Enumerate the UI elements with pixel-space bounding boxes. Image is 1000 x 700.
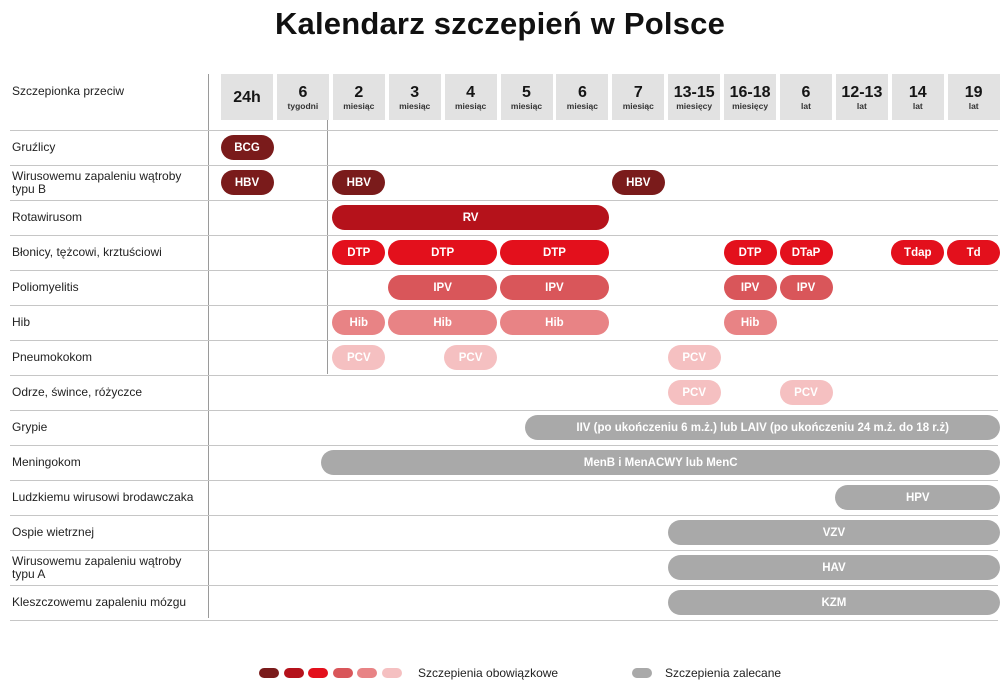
vaccine-pill: HBV xyxy=(612,170,665,195)
age-value: 6 xyxy=(577,83,587,101)
vaccine-pill: DTP xyxy=(500,240,609,265)
vaccine-pill: VZV xyxy=(668,520,1000,545)
age-value: 14 xyxy=(908,83,927,101)
vaccine-disease-name: Odrze, śwince, różyczce xyxy=(12,385,143,399)
age-column-header xyxy=(556,74,608,120)
age-column-header xyxy=(501,74,553,120)
vaccine-pill: IPV xyxy=(780,275,833,300)
legend-mandatory-swatch xyxy=(333,668,353,678)
vaccine-pill: Tdap xyxy=(891,240,944,265)
age-unit: miesięcy xyxy=(676,100,713,111)
row-label xyxy=(12,340,204,375)
age-column-header xyxy=(389,74,441,120)
legend-mandatory-swatch xyxy=(357,668,377,678)
vaccine-disease-name: Poliomyelitis xyxy=(12,280,79,294)
row-label xyxy=(12,130,204,165)
age-value: 5 xyxy=(522,83,531,101)
legend-recommended-swatch xyxy=(632,668,652,678)
age-unit: miesiąc xyxy=(343,100,375,111)
vaccine-pill: DTaP xyxy=(780,240,833,265)
vaccine-column-header: Szczepionka przeciw xyxy=(12,84,125,98)
vaccine-pill: Td xyxy=(947,240,1000,265)
age-value: 2 xyxy=(354,83,364,101)
vaccine-pill: IPV xyxy=(500,275,609,300)
vaccine-pill: HBV xyxy=(332,170,385,195)
age-unit: miesiąc xyxy=(510,100,543,111)
vaccine-pill: DTP xyxy=(388,240,497,265)
legend-recommended-label: Szczepienia zalecane xyxy=(665,666,782,680)
row-divider xyxy=(10,620,998,621)
row-label xyxy=(12,550,204,585)
vaccine-disease-name: Pneumokokom xyxy=(12,350,93,364)
age-value: 7 xyxy=(633,83,643,101)
vaccine-pill: IPV xyxy=(724,275,777,300)
age-column-header xyxy=(836,74,888,120)
age-unit: lat xyxy=(856,100,867,111)
label-column-divider xyxy=(208,74,209,618)
age-value: 3 xyxy=(410,83,420,101)
age-value: 12-13 xyxy=(841,83,883,101)
vaccine-pill: HBV xyxy=(221,170,274,195)
row-label xyxy=(12,165,204,200)
age-column-header xyxy=(445,74,497,120)
vaccine-pill: PCV xyxy=(444,345,497,370)
age-column-header xyxy=(333,74,385,120)
vaccine-pill: Hib xyxy=(500,310,609,335)
age-column-header xyxy=(612,74,664,120)
vaccine-disease-name: Gruźlicy xyxy=(12,140,56,154)
vaccine-pill: IIV (po ukończeniu 6 m.ż.) lub LAIV (po ukończeniu 24 m.ż. do 18 r.ż) xyxy=(525,415,1000,440)
age-column-header xyxy=(724,74,776,120)
row-label xyxy=(12,235,204,270)
page-title: Kalendarz szczepień w Polsce xyxy=(274,6,726,41)
legend-mandatory-swatch xyxy=(284,668,304,678)
row-label xyxy=(12,410,204,445)
age-value: 13-15 xyxy=(673,83,715,101)
vaccine-disease-name: Meningokom xyxy=(12,455,81,469)
age-value: 4 xyxy=(466,83,476,101)
legend-mandatory-swatch xyxy=(308,668,328,678)
age-unit: tygodni xyxy=(287,100,319,111)
vaccine-pill: IPV xyxy=(388,275,497,300)
age-column-header xyxy=(892,74,944,120)
age-unit: lat xyxy=(968,100,979,111)
age-unit: miesiąc xyxy=(566,100,598,111)
legend-mandatory-label: Szczepienia obowiązkowe xyxy=(418,666,559,680)
vaccine-disease-name: Błonicy, tężcowi, krztuściowi xyxy=(12,245,162,259)
age-value: 16-18 xyxy=(729,83,771,101)
six-weeks-divider xyxy=(327,120,328,374)
vaccine-disease-name: Hib xyxy=(12,315,31,329)
age-value: 6 xyxy=(298,83,308,101)
row-label xyxy=(12,305,204,340)
vaccine-disease-name: Ludzkiemu wirusowi brodawczaka xyxy=(12,490,194,504)
vaccine-pill: HAV xyxy=(668,555,1000,580)
age-column-header xyxy=(277,74,329,120)
vaccine-pill: DTP xyxy=(724,240,777,265)
legend-mandatory-swatch xyxy=(259,668,279,678)
age-column-header xyxy=(780,74,832,120)
row-label xyxy=(12,270,204,305)
age-value: 24h xyxy=(233,88,261,106)
row-label xyxy=(12,585,204,620)
row-label xyxy=(12,375,204,410)
vaccine-disease-name: Ospie wietrznej xyxy=(12,525,95,539)
vaccine-disease-name: Grypie xyxy=(12,420,48,434)
row-label xyxy=(12,480,204,515)
vaccine-pill: DTP xyxy=(332,240,385,265)
vaccine-pill: BCG xyxy=(221,135,274,160)
vaccine-disease-name: Kleszczowemu zapaleniu mózgu xyxy=(12,595,187,609)
age-unit: miesiąc xyxy=(399,100,431,111)
vaccine-pill: Hib xyxy=(332,310,385,335)
vaccine-disease-name: Wirusowemu zapaleniu wątroby typu B xyxy=(12,168,182,196)
vaccine-pill: PCV xyxy=(668,345,721,370)
age-column-header xyxy=(221,74,273,120)
legend-mandatory-swatch xyxy=(382,668,402,678)
age-value: 19 xyxy=(964,83,983,101)
vaccine-disease-name: Wirusowemu zapaleniu wątroby typu A xyxy=(12,553,182,581)
age-unit: miesiąc xyxy=(622,100,654,111)
age-column-header xyxy=(948,74,1000,120)
row-label xyxy=(12,445,204,480)
vaccine-pill: MenB i MenACWY lub MenC xyxy=(321,450,1000,475)
vaccine-disease-name: Rotawirusom xyxy=(12,210,83,224)
vaccine-pill: PCV xyxy=(780,380,833,405)
row-label xyxy=(12,200,204,235)
age-unit: lat xyxy=(801,100,811,111)
age-value: 6 xyxy=(801,83,811,101)
age-unit: miesięcy xyxy=(732,100,769,111)
vaccine-pill: RV xyxy=(332,205,609,230)
vaccine-pill: KZM xyxy=(668,590,1000,615)
age-unit: miesiąc xyxy=(454,100,487,111)
vaccine-pill: HPV xyxy=(835,485,1000,510)
age-unit: lat xyxy=(912,100,923,111)
age-column-header xyxy=(668,74,720,120)
vaccine-pill: PCV xyxy=(332,345,385,370)
row-label xyxy=(12,515,204,550)
vaccine-pill: Hib xyxy=(724,310,777,335)
vaccine-pill: PCV xyxy=(668,380,721,405)
vaccine-pill: Hib xyxy=(388,310,497,335)
